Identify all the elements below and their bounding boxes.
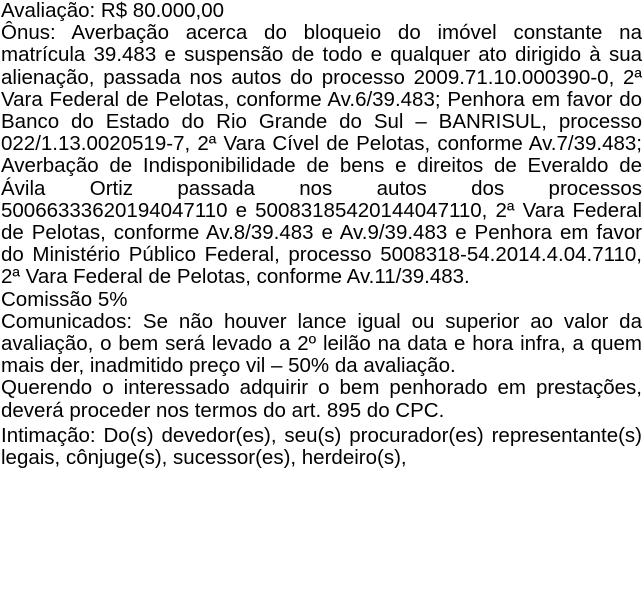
commission-paragraph: Comissão 5%: [1, 287, 128, 311]
encumbrance-paragraph: Ônus: Averbação acerca do bloqueio do imóvel constante na matrícula 39.483 e suspensão de todo e qualquer ato dirigido à sua alienação, passada nos autos do processo 2009.71.10.000390-0, 2ª Vara Federal de Pelotas, conforme Av.6/39.483; Penhora em favor do Banco do Estado do Rio Grande do Sul – BANRISUL, processo 022/1.13.0020519-7, 2ª Vara Cível de Pelotas, conforme Av.7/39.483; Averbação de Indisponibilidade de bens e direitos de Everaldo de Ávila Ortiz passada nos autos dos processos 50066333620194047110 e 50083185420144047110, 2ª Vara Federal de Pelotas, conforme Av.8/39.483 e Av.9/39.483 e Penhora em favor do Ministério Público Federal, processo 5008318-54.2014.4.04.7110, 2ª Vara Federal de Pelotas, conforme Av.11/39.483.: [1, 21, 642, 289]
announcements-paragraph: Comunicados: Se não houver lance igual ou superior ao valor da avaliação, o bem será levado a 2º leilão na data e hora infra, a quem mais der, inadmitido preço vil – 50% da avaliação.: [1, 309, 642, 378]
installments-paragraph: Querendo o interessado adquirir o bem penhorado em prestações, deverá proceder nos termos do art. 895 do CPC.: [1, 376, 642, 422]
valuation-paragraph: Avaliação: R$ 80.000,00: [1, 0, 225, 22]
notification-paragraph: Intimação: Do(s) devedor(es), seu(s) procurador(es) representante(s) legais, cônjuge(s), sucessor(es), herdeiro(s),: [1, 423, 642, 470]
